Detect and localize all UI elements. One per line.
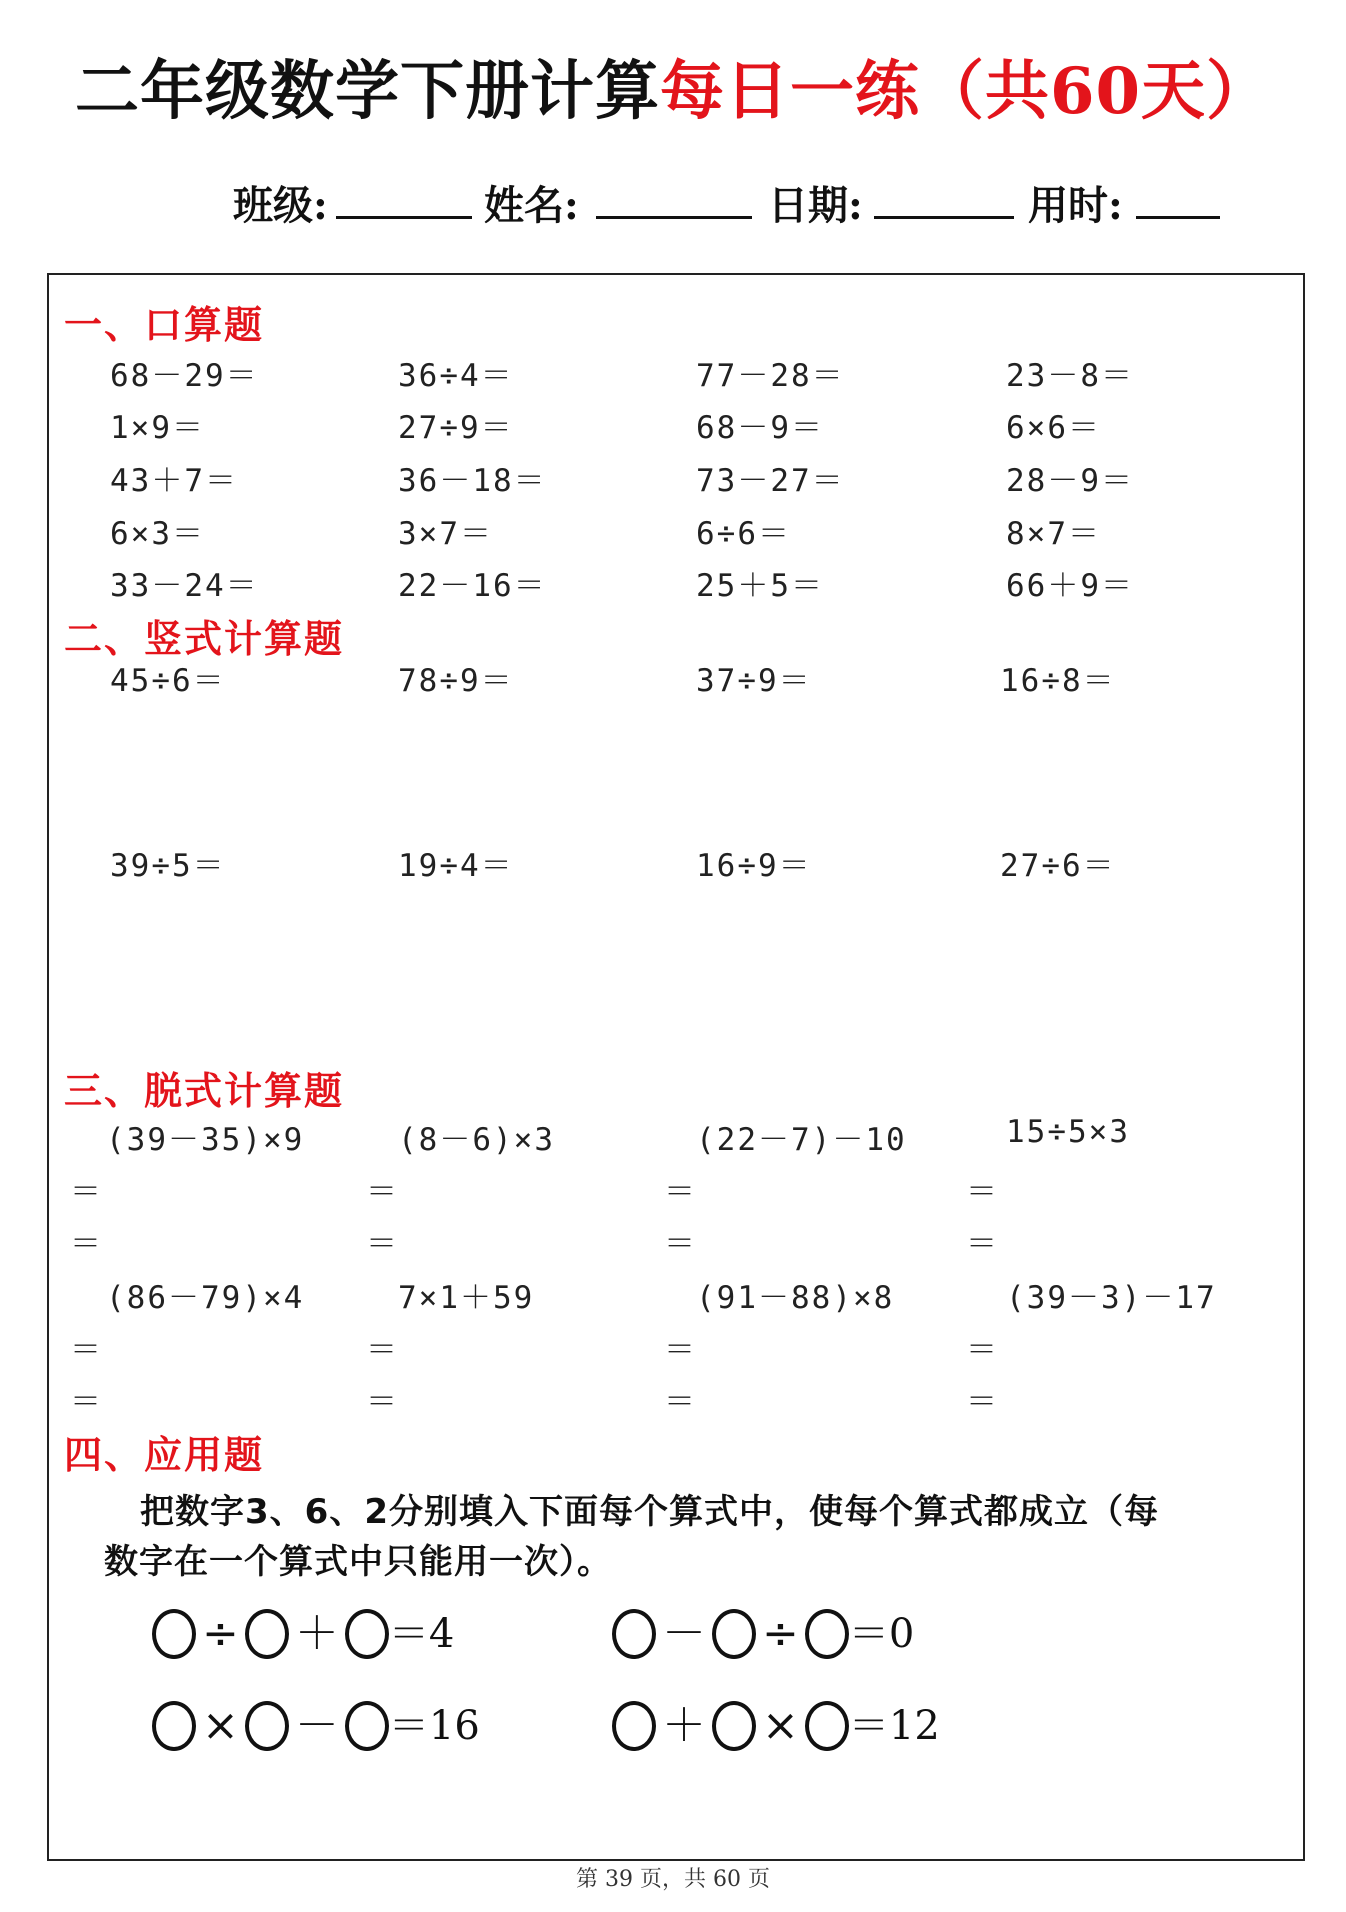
blank-circle[interactable] — [245, 1609, 289, 1659]
oral-problem: 8×7＝ — [1006, 516, 1101, 552]
oral-problem: 68－29＝ — [110, 358, 259, 394]
student-info-line — [0, 170, 1346, 230]
section-oral-heading: 一、口算题 — [64, 302, 265, 347]
word-problem-line1: 把数字3、6、2分别填入下面每个算式中，使每个算式都成立（每 — [140, 1492, 1159, 1532]
stepwise-problem: (39－35)×9 — [106, 1122, 305, 1158]
equals-sign: ＝ — [366, 1226, 397, 1262]
oral-problem: 25＋5＝ — [696, 568, 824, 604]
time-blank[interactable] — [1136, 216, 1220, 219]
equals-sign: ＝ — [366, 1384, 397, 1420]
blank-circle[interactable] — [805, 1701, 849, 1751]
equals-sign: ＝ — [366, 1174, 397, 1210]
oral-problem: 43＋7＝ — [110, 463, 238, 499]
blank-circle[interactable] — [712, 1609, 756, 1659]
vertical-problem: 19÷4＝ — [398, 848, 514, 884]
operator: ÷ — [762, 1608, 799, 1659]
vertical-problem: 45÷6＝ — [110, 663, 226, 699]
title-part-red: 每日一练（共60天） — [659, 54, 1272, 129]
equals-sign: ＝ — [966, 1332, 997, 1368]
stepwise-problem: (8－6)×3 — [398, 1122, 555, 1158]
title-part-black: 二年级数学下册计算 — [74, 54, 660, 129]
blank-circle[interactable] — [152, 1701, 196, 1751]
blank-circle[interactable] — [612, 1701, 656, 1751]
stepwise-problem: (91－88)×8 — [696, 1280, 895, 1316]
equals-sign: ＝ — [664, 1174, 695, 1210]
vertical-problem: 27÷6＝ — [1000, 848, 1116, 884]
oral-problem: 23－8＝ — [1006, 358, 1134, 394]
page-title — [0, 52, 1346, 132]
operator: × — [762, 1700, 799, 1751]
equals-sign: ＝ — [366, 1332, 397, 1368]
blank-circle[interactable] — [152, 1609, 196, 1659]
equals-sign: ＝ — [966, 1226, 997, 1262]
blank-circle[interactable] — [245, 1701, 289, 1751]
oral-problem: 77－28＝ — [696, 358, 845, 394]
vertical-problem: 16÷8＝ — [1000, 663, 1116, 699]
vertical-problem: 78÷9＝ — [398, 663, 514, 699]
oral-problem: 27÷9＝ — [398, 410, 514, 446]
oral-problem: 73－27＝ — [696, 463, 845, 499]
date-blank[interactable] — [874, 216, 1014, 219]
equals-sign: ＝ — [70, 1226, 101, 1262]
vertical-problem: 37÷9＝ — [696, 663, 812, 699]
stepwise-problem: 7×1＋59 — [398, 1280, 535, 1316]
oral-problem: 6×6＝ — [1006, 410, 1101, 446]
time-label: 用时: — [1028, 182, 1123, 229]
blank-circle[interactable] — [712, 1701, 756, 1751]
stepwise-problem: (39－3)－17 — [1006, 1280, 1217, 1316]
puzzle-3 — [152, 1696, 480, 1756]
puzzle-4 — [612, 1696, 940, 1756]
equals-sign: ＝ — [664, 1384, 695, 1420]
blank-circle[interactable] — [345, 1701, 389, 1751]
equals-sign: ＝ — [664, 1226, 695, 1262]
oral-problem: 6×3＝ — [110, 516, 205, 552]
equals-sign: ＝ — [966, 1174, 997, 1210]
section-word-heading: 四、应用题 — [64, 1432, 265, 1477]
oral-problem: 1×9＝ — [110, 410, 205, 446]
section-vertical-heading: 二、竖式计算题 — [64, 616, 345, 661]
result: ＝0 — [848, 1611, 915, 1657]
blank-circle[interactable] — [612, 1609, 656, 1659]
oral-problem: 36÷4＝ — [398, 358, 514, 394]
operator: － — [662, 1608, 706, 1659]
operator: － — [294, 1700, 339, 1751]
oral-problem: 66＋9＝ — [1006, 568, 1134, 604]
blank-circle[interactable] — [345, 1609, 389, 1659]
equals-sign: ＝ — [70, 1384, 101, 1420]
blank-circle[interactable] — [805, 1609, 849, 1659]
operator: ＋ — [294, 1608, 339, 1659]
class-label: 班级: — [233, 182, 328, 229]
oral-problem: 6÷6＝ — [696, 516, 791, 552]
equals-sign: ＝ — [664, 1332, 695, 1368]
date-label: 日期: — [768, 182, 863, 229]
operator: × — [202, 1700, 239, 1751]
result: ＝4 — [388, 1611, 455, 1657]
puzzle-1 — [152, 1604, 454, 1664]
operator: ＋ — [662, 1700, 706, 1751]
equals-sign: ＝ — [70, 1174, 101, 1210]
equals-sign: ＝ — [70, 1332, 101, 1368]
name-label: 姓名: — [484, 182, 579, 229]
word-problem-line2: 数字在一个算式中只能用一次）。 — [104, 1542, 612, 1582]
section-stepwise-heading: 三、脱式计算题 — [64, 1068, 345, 1113]
puzzle-2 — [612, 1604, 914, 1664]
oral-problem: 22－16＝ — [398, 568, 547, 604]
stepwise-problem: 15÷5×3 — [1006, 1114, 1130, 1150]
page-footer: 第 39 页，共 60 页 — [576, 1867, 770, 1892]
oral-problem: 28－9＝ — [1006, 463, 1134, 499]
result: ＝12 — [848, 1703, 940, 1749]
name-blank[interactable] — [596, 216, 752, 219]
operator: ÷ — [202, 1608, 239, 1659]
oral-problem: 36－18＝ — [398, 463, 547, 499]
oral-problem: 68－9＝ — [696, 410, 824, 446]
result: ＝16 — [388, 1703, 480, 1749]
stepwise-problem: (22－7)－10 — [696, 1122, 907, 1158]
oral-problem: 3×7＝ — [398, 516, 493, 552]
vertical-problem: 16÷9＝ — [696, 848, 812, 884]
equals-sign: ＝ — [966, 1384, 997, 1420]
class-blank[interactable] — [336, 216, 472, 219]
vertical-problem: 39÷5＝ — [110, 848, 226, 884]
stepwise-problem: (86－79)×4 — [106, 1280, 305, 1316]
oral-problem: 33－24＝ — [110, 568, 259, 604]
